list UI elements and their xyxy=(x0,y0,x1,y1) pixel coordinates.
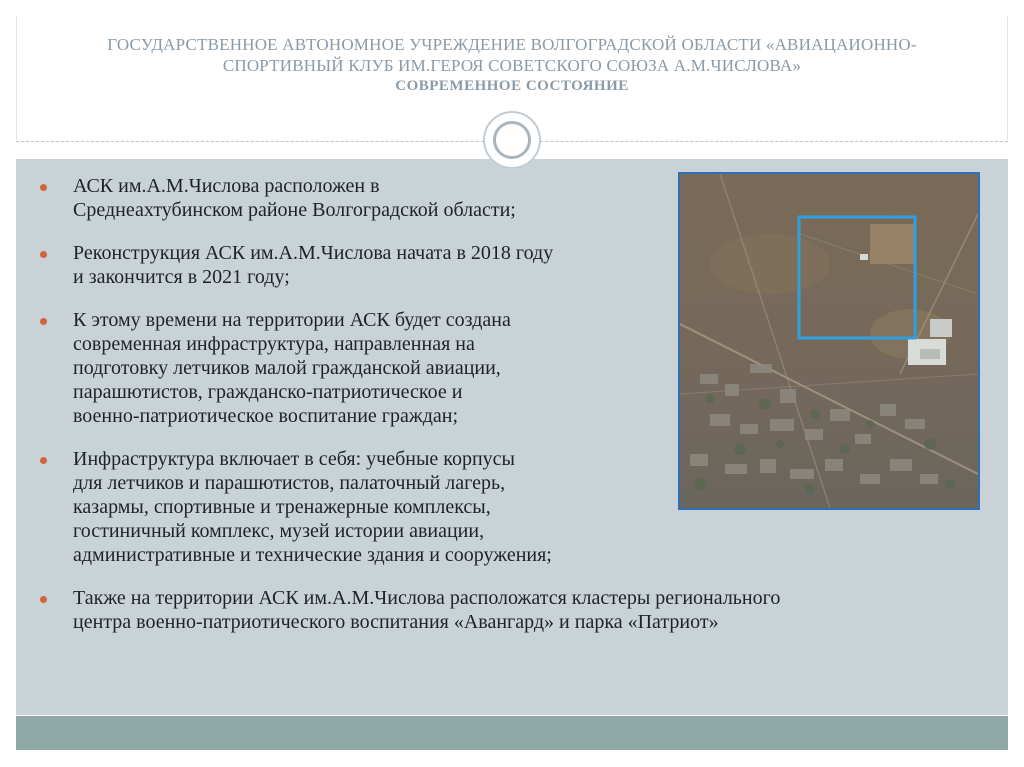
left-border xyxy=(16,16,17,140)
bottom-band xyxy=(16,716,1008,750)
bullet-dot-icon xyxy=(40,318,47,325)
decorative-ring-icon xyxy=(483,111,541,169)
bullet-dot-icon xyxy=(40,184,47,191)
satellite-map-image xyxy=(678,172,980,510)
bullet-dot-icon xyxy=(40,251,47,258)
right-border xyxy=(1007,16,1008,140)
satellite-map-icon xyxy=(680,174,978,508)
list-item: Реконструкция АСК им.А.М.Числова начата в 2018 году и закончится в 2021 году; xyxy=(37,241,677,289)
list-item: Также на территории АСК им.А.М.Числова расположатся кластеры регионального центра военно-патриотического воспитания «Авангард» и парка «Патриот» xyxy=(37,586,993,634)
slide-title xyxy=(40,34,984,97)
title-line-1: ГОСУДАРСТВЕННОЕ АВТОНОМНОЕ УЧРЕЖДЕНИЕ ВОЛГОГРАДСКОЙ ОБЛАСТИ «АВИАЦАИОННО- xyxy=(107,35,917,54)
bullet-dot-icon xyxy=(40,596,47,603)
bullet-list xyxy=(37,174,781,653)
list-item: К этому времени на территории АСК будет создана современная инфраструктура, направленная на подготовку летчиков малой гражданской авиации, парашютистов, гражданско-патриотическое и военно-патриотическое воспитание граждан; xyxy=(37,308,677,428)
list-item: Инфраструктура включает в себя: учебные корпусы для летчиков и парашютистов, палаточный лагерь, казармы, спортивные и тренажерные комплексы, гостиничный комплекс, музей истории авиации, административные и технические здания и сооружения; xyxy=(37,447,677,567)
title-line-2: СПОРТИВНЫЙ КЛУБ ИМ.ГЕРОЯ СОВЕТСКОГО СОЮЗА А.М.ЧИСЛОВА» xyxy=(222,56,802,75)
slide-subtitle: СОВРЕМЕННОЕ СОСТОЯНИЕ xyxy=(395,78,629,94)
bullet-dot-icon xyxy=(40,457,47,464)
list-item: АСК им.А.М.Числова расположен в Среднеахтубинском районе Волгоградской области; xyxy=(37,174,677,222)
